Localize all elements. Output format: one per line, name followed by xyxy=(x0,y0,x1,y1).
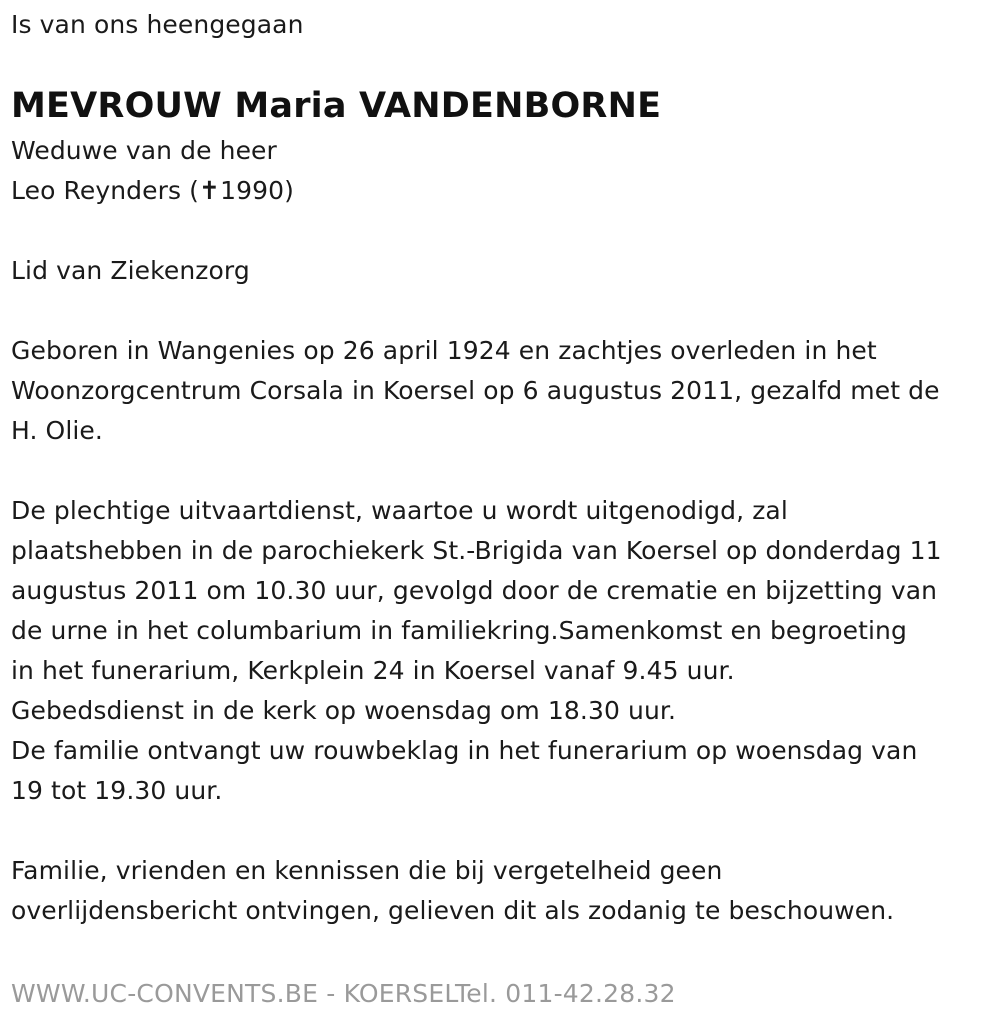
birth-death-line: Geboren in Wangenies op 26 april 1924 en zachtjes overleden in het xyxy=(11,336,877,365)
funeral-line: De plechtige uitvaartdienst, waartoe u wordt uitgenodigd, zal xyxy=(11,496,788,525)
spacer xyxy=(11,811,996,851)
funeral-line: 19 tot 19.30 uur. xyxy=(11,776,223,805)
funeral-paragraph xyxy=(11,491,996,811)
funeral-line: de urne in het columbarium in familiekring.Samenkomst en begroeting xyxy=(11,616,907,645)
funeral-line: in het funerarium, Kerkplein 24 in Koersel vanaf 9.45 uur. xyxy=(11,656,735,685)
closing-paragraph xyxy=(11,851,996,931)
spouse-line-1: Weduwe van de heer xyxy=(11,136,277,165)
spouse-line-2: Leo Reynders (✝1990) xyxy=(11,176,294,205)
spacer xyxy=(11,211,996,251)
birth-death-paragraph xyxy=(11,331,996,451)
membership-text: Lid van Ziekenzorg xyxy=(11,256,250,285)
spacer xyxy=(11,451,996,491)
funeral-line: augustus 2011 om 10.30 uur, gevolgd door de crematie en bijzetting van xyxy=(11,576,938,605)
obituary-notice xyxy=(11,4,996,931)
deceased-name: MEVROUW Maria VANDENBORNE xyxy=(11,86,662,126)
funeral-line: plaatshebben in de parochiekerk St.-Brigida van Koersel op donderdag 11 xyxy=(11,536,942,565)
closing-line: Familie, vrienden en kennissen die bij vergetelheid geen xyxy=(11,856,723,885)
funeral-line: De familie ontvangt uw rouwbeklag in het funerarium op woensdag van xyxy=(11,736,918,765)
spacer xyxy=(11,291,996,331)
funeral-home-footer: WWW.UC-CONVENTS.BE - KOERSELTel. 011-42.28.32 xyxy=(11,979,676,1008)
funeral-line: Gebedsdienst in de kerk op woensdag om 18.30 uur. xyxy=(11,696,677,725)
birth-death-line: H. Olie. xyxy=(11,416,103,445)
intro-text: Is van ons heengegaan xyxy=(11,10,304,39)
closing-line: overlijdensbericht ontvingen, gelieven dit als zodanig te beschouwen. xyxy=(11,896,895,925)
birth-death-line: Woonzorgcentrum Corsala in Koersel op 6 augustus 2011, gezalfd met de xyxy=(11,376,940,405)
